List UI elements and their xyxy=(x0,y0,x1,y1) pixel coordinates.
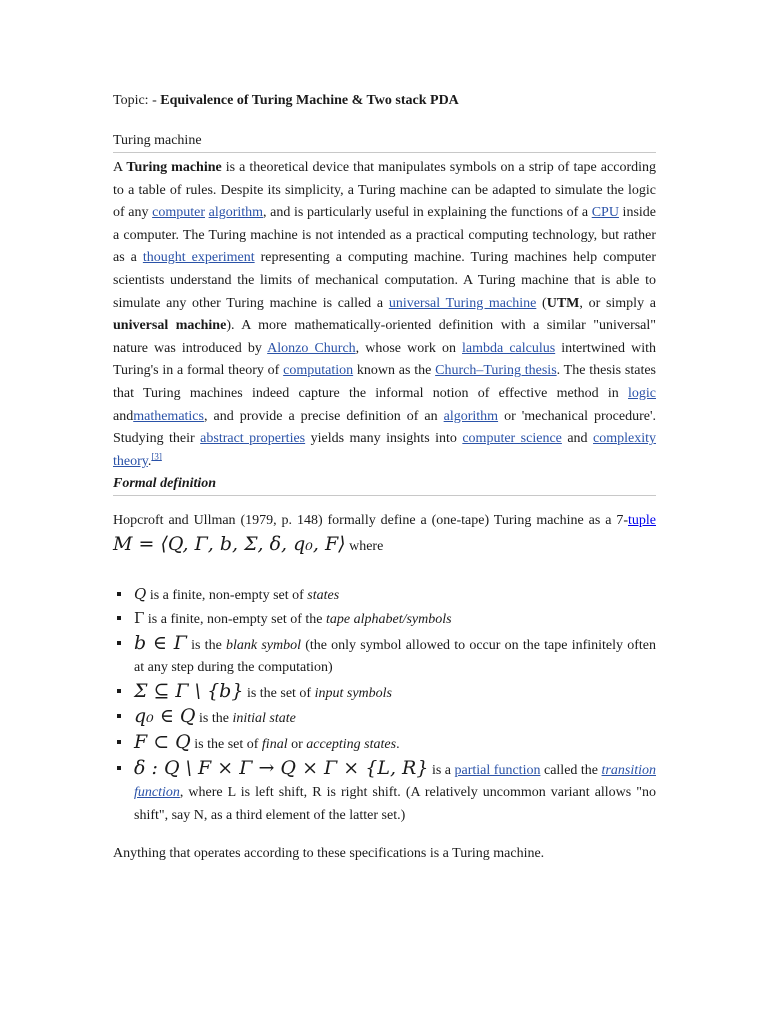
link-computation[interactable]: computation xyxy=(283,363,354,379)
link-transition-function[interactable]: transition function xyxy=(134,762,656,801)
link-partial-function[interactable]: partial function xyxy=(454,762,541,778)
link-algorithm-2[interactable]: algorithm xyxy=(443,408,499,424)
text-run: (the only symbol allowed to occur on the tape infinitely often at any step during the computation) xyxy=(134,637,656,676)
text-run: or xyxy=(287,737,307,753)
list-item-initial-state xyxy=(113,705,656,731)
definition-list xyxy=(113,583,656,828)
text-run: is a finite, non-empty set of xyxy=(146,587,308,603)
text-run: is the xyxy=(195,711,233,727)
link-computer-science[interactable]: computer science xyxy=(462,431,562,447)
text-run: or 'mechanical procedure'. Studying their xyxy=(113,408,656,447)
closing-paragraph: Anything that operates according to these specifications is a Turing machine. xyxy=(113,846,545,862)
section-heading-turing-machine: Turing machine xyxy=(113,132,656,153)
term: initial state xyxy=(232,711,296,727)
formula: F ⊂ Q xyxy=(134,731,191,754)
formula: δ : Q \ F × Γ → Q × Γ × {L, R} xyxy=(134,756,429,779)
formal-intro-paragraph xyxy=(113,510,656,558)
citation-3[interactable]: [3] xyxy=(151,451,162,462)
formula: b ∈ Γ xyxy=(134,631,187,654)
list-item-input-symbols xyxy=(113,680,656,706)
text-run: is the set of xyxy=(243,685,315,701)
term: blank symbol xyxy=(226,637,301,653)
bullet-marker xyxy=(117,714,121,718)
text-run: Hopcroft and Ullman (1979, p. 148) formally define a (one-tape) Turing machine as a 7- xyxy=(113,513,628,529)
turing-machine-paragraph xyxy=(113,157,656,473)
formula: Σ ⊆ Γ \ {b} xyxy=(134,679,244,702)
text-run: . xyxy=(396,737,400,753)
text-run: is a xyxy=(428,762,455,778)
formal-definition-section xyxy=(113,475,656,865)
term: tape alphabet/symbols xyxy=(326,612,452,628)
list-item-final-states xyxy=(113,731,656,757)
bullet-marker xyxy=(117,592,121,596)
link-computer[interactable]: computer xyxy=(152,205,205,221)
text-run: , and is particularly useful in explaining the functions of a xyxy=(263,205,592,221)
bullet-marker xyxy=(117,740,121,744)
text-run: . The thesis states that Turing machines indeed capture the informal notion of effective method in xyxy=(113,363,656,401)
link-logic[interactable]: logic xyxy=(628,385,656,401)
list-item-tape-alphabet xyxy=(113,607,656,632)
text-run: , whose work on xyxy=(355,340,463,356)
link-abstract-properties[interactable]: abstract properties xyxy=(200,431,306,447)
text-run: yields many insights into xyxy=(305,431,463,447)
link-alonzo-church[interactable]: Alonzo Church xyxy=(267,340,356,356)
text-run: , and provide a precise definition of an xyxy=(203,408,444,424)
list-item-states xyxy=(113,583,656,608)
text-run: , or simply a xyxy=(579,295,656,311)
link-algorithm[interactable]: algorithm xyxy=(208,205,264,221)
topic-title: Equivalence of Turing Machine & Two stack PDA xyxy=(160,93,459,108)
document-content xyxy=(113,92,656,865)
bullet-marker xyxy=(117,641,121,645)
text-run: representing a computing machine. Turing machines help computer scientists understand the limits of mechanical computation. A Turing machine that is able to simulate any other Turing machine is called a xyxy=(113,250,656,311)
formula: Γ xyxy=(134,609,145,628)
term-turing-machine: Turing machine xyxy=(126,160,222,175)
text-run: ( xyxy=(536,295,547,311)
text-run: is a theoretical device that manipulates symbols on a strip of tape according to a table of rules. Despite its simplicity, a Turing machine can be adapted to simulate the logic of any xyxy=(113,160,656,221)
link-church-turing-thesis[interactable]: Church–Turing thesis xyxy=(435,363,557,379)
link-lambda-calculus[interactable]: lambda calculus xyxy=(462,340,556,356)
text-run: intertwined with Turing's in a formal theory of xyxy=(113,340,656,379)
text-run: where xyxy=(345,538,384,554)
formula: Q xyxy=(134,584,147,603)
text-run: is the set of xyxy=(190,737,262,753)
link-tuple[interactable]: tuple xyxy=(628,513,656,529)
bullet-marker xyxy=(117,766,121,770)
text-run: and xyxy=(113,408,134,424)
bullet-marker xyxy=(117,616,121,620)
text-run: is the xyxy=(186,637,226,653)
text-run: ). A more mathematically-oriented definition with a similar "universal" nature was introduced by xyxy=(113,318,656,356)
term-universal-machine: universal machine xyxy=(113,318,227,334)
term: states xyxy=(307,587,340,603)
text-run: is a finite, non-empty set of the xyxy=(144,612,326,628)
link-complexity-theory[interactable]: complexity theory xyxy=(113,431,657,469)
term: accepting states xyxy=(306,737,397,753)
topic-line xyxy=(113,92,656,110)
list-item-blank-symbol xyxy=(113,632,656,680)
list-item-transition-function xyxy=(113,757,656,828)
formula: q₀ ∈ Q xyxy=(134,705,196,728)
formula-tuple: M = ⟨Q, Γ, b, Σ, δ, q₀, F⟩ xyxy=(113,532,346,555)
term: input symbols xyxy=(314,685,392,701)
section-heading-formal-definition: Formal definition xyxy=(113,475,656,496)
topic-prefix: Topic: - xyxy=(113,93,161,108)
bullet-marker xyxy=(117,689,121,693)
text-run: called the xyxy=(540,762,602,778)
text-run: , where L is left shift, R is right shift. (A relatively uncommon variant allows "no shift", say N, as a third element of the latter set.) xyxy=(134,785,656,823)
text-run: known as the xyxy=(353,363,436,379)
link-mathematics[interactable]: mathematics xyxy=(133,408,204,424)
text-run: inside a computer. The Turing machine is not intended as a practical computing technology, but rather as a xyxy=(113,205,656,266)
term: final xyxy=(261,737,288,753)
text-run: A xyxy=(113,160,127,175)
link-universal-turing-machine[interactable]: universal Turing machine xyxy=(388,295,537,311)
text-run: and xyxy=(561,431,594,447)
term-utm: UTM xyxy=(546,295,580,311)
text-run: . xyxy=(147,453,152,469)
link-cpu[interactable]: CPU xyxy=(591,205,619,221)
link-thought-experiment[interactable]: thought experiment xyxy=(142,250,255,266)
